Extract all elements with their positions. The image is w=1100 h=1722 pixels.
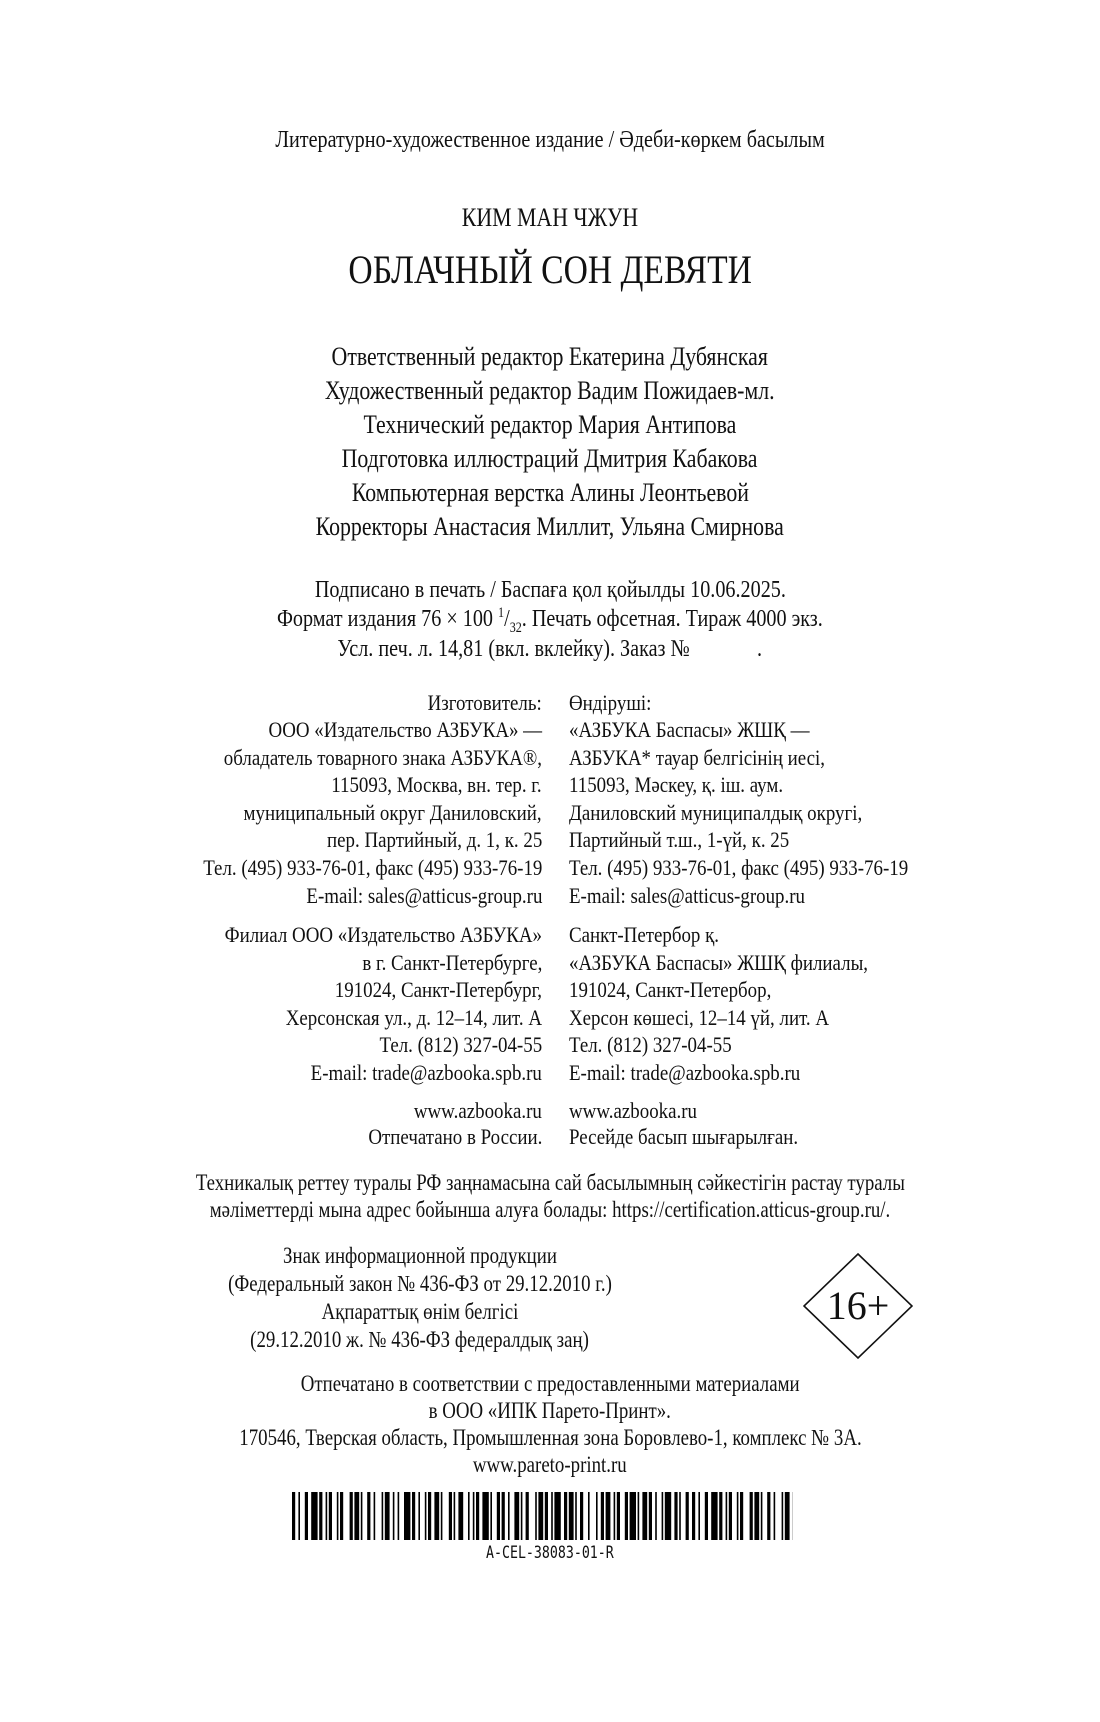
format-suffix: . Печать офсетная. Тираж 4000 экз. xyxy=(521,606,823,632)
manufacturer-row xyxy=(0,800,1100,826)
age-rating-text: 16+ xyxy=(826,1283,890,1328)
credit-editor: Ответственный редактор Екатерина Дубянская xyxy=(331,342,769,371)
printer-text-2: в ООО «ИПК Парето-Принт». xyxy=(428,1398,672,1423)
manufacturer-row xyxy=(0,827,1100,853)
branch-kz-email[interactable]: E-mail: trade@azbooka.spb.ru xyxy=(569,1060,801,1085)
manufacturer-row xyxy=(0,855,1100,881)
book-title xyxy=(0,247,1100,292)
manufacturer-row xyxy=(0,745,1100,771)
format-numerator: 1 xyxy=(498,605,505,621)
branch-row xyxy=(0,1032,1100,1058)
info-sign-text: (29.12.2010 ж. № 436-ФЗ федералдық заң) xyxy=(250,1327,590,1352)
manufacturer-kz-line: АЗБУКА* тауар белгісінің иесі, xyxy=(569,745,825,770)
barcode xyxy=(292,1492,793,1540)
manufacturer-kz-line: «АЗБУКА Баспасы» ЖШҚ — xyxy=(569,717,810,742)
manufacturer-ru-line: ООО «Издательство АЗБУКА» — xyxy=(268,717,542,742)
author-name xyxy=(0,205,1100,231)
format-line-text: Формат издания 76 × 100 $^1/_{32}$. Печать офсетная. Тираж 4000 экз. xyxy=(277,605,823,636)
edition-type-text: Литературно-художественное издание / Әдеби-көркем басылым xyxy=(275,127,825,153)
barcode-code-text: A-CEL-38083-01-R xyxy=(486,1543,614,1563)
printed-in-kz: Ресейде басып шығарылған. xyxy=(569,1124,799,1149)
web-row xyxy=(0,1098,1100,1124)
signed-to-print-text: Подписано в печать / Баспаға қол қойылды 10.06.2025. xyxy=(314,577,786,603)
barcode-code xyxy=(0,1543,1100,1563)
manufacturer-row xyxy=(0,690,1100,716)
manufacturer-kz-line: 115093, Мәскеу, қ. іш. аум. xyxy=(569,772,784,797)
author-name-text: КИМ МАН ЧЖУН xyxy=(461,203,639,232)
branch-row xyxy=(0,1005,1100,1031)
branch-kz-line: «АЗБУКА Баспасы» ЖШҚ филиалы, xyxy=(569,950,869,975)
certification-line xyxy=(0,1171,1100,1194)
credit-tech-editor: Технический редактор Мария Антипова xyxy=(363,410,737,439)
branch-ru-line: Филиал ООО «Издательство АЗБУКА» xyxy=(224,922,542,947)
certification-line xyxy=(0,1198,1100,1221)
age-rating-badge xyxy=(803,1253,913,1359)
printer-line xyxy=(0,1426,1100,1449)
credit-line xyxy=(0,344,1100,370)
printer-text-3: 170546, Тверская область, Промышленная зона Боровлево-1, комплекс № 3А. xyxy=(238,1425,862,1450)
credit-proofreaders: Корректоры Анастасия Миллит, Ульяна Смирнова xyxy=(315,512,785,541)
branch-row xyxy=(0,950,1100,976)
manufacturer-ru-line: муниципальный округ Даниловский, xyxy=(243,800,542,825)
branch-kz-phone: Тел. (812) 327-04-55 xyxy=(569,1032,732,1057)
branch-ru-phone: Тел. (812) 327-04-55 xyxy=(379,1032,542,1057)
printer-text-1: Отпечатано в соответствии с предоставленными материалами xyxy=(300,1371,800,1396)
credit-illustrations: Подготовка иллюстраций Дмитрия Кабакова xyxy=(342,444,758,473)
branch-kz-line: Санкт-Петербор қ. xyxy=(569,922,720,947)
info-sign-text: Знак информационной продукции xyxy=(283,1243,557,1268)
printer-line xyxy=(0,1453,1100,1476)
credit-line xyxy=(0,446,1100,472)
web-row xyxy=(0,1124,1100,1150)
sheets-text: Усл. печ. л. 14,81 (вкл. вклейку). Заказ № xyxy=(337,636,691,662)
manufacturer-ru-line: пер. Партийный, д. 1, к. 25 xyxy=(326,827,542,852)
format-prefix: Формат издания 76 × 100 xyxy=(277,606,499,632)
branch-ru-line: в г. Санкт-Петербурге, xyxy=(361,950,542,975)
branch-row xyxy=(0,1060,1100,1086)
credit-layout: Компьютерная верстка Алины Леонтьевой xyxy=(351,478,749,507)
info-sign-text: Ақпараттық өнім белгісі xyxy=(321,1299,519,1324)
branch-row xyxy=(0,977,1100,1003)
manufacturer-kz-line: Даниловский муниципалдық округі, xyxy=(569,800,863,825)
manufacturer-row xyxy=(0,772,1100,798)
sheets-order-line xyxy=(0,637,1100,661)
website-link-ru[interactable]: www.azbooka.ru xyxy=(413,1098,542,1123)
edition-type xyxy=(0,128,1100,152)
format-denominator: 32 xyxy=(509,619,522,636)
signed-to-print xyxy=(0,578,1100,602)
certification-text-2: мәліметтерді мына адрес бойынша алуға болады: https://certification.atticus-group.ru/. xyxy=(209,1197,891,1222)
branch-ru-email[interactable]: E-mail: trade@azbooka.spb.ru xyxy=(310,1060,542,1085)
manufacturer-ru-label: Изготовитель: xyxy=(427,690,542,715)
branch-ru-line: Херсонская ул., д. 12–14, лит. А xyxy=(285,1005,542,1030)
manufacturer-kz-line: Партийный т.ш., 1-үй, к. 25 xyxy=(569,827,790,852)
credit-line xyxy=(0,412,1100,438)
printed-in-ru: Отпечатано в России. xyxy=(367,1124,542,1149)
branch-ru-line: 191024, Санкт-Петербург, xyxy=(334,977,542,1002)
manufacturer-row xyxy=(0,883,1100,909)
sheets-order-text xyxy=(338,637,763,661)
manufacturer-kz-email[interactable]: E-mail: sales@atticus-group.ru xyxy=(569,883,806,908)
printer-line xyxy=(0,1399,1100,1422)
manufacturer-ru-line: 115093, Москва, вн. тер. г. xyxy=(331,772,542,797)
branch-kz-line: Херсон көшесі, 12–14 үй, лит. А xyxy=(569,1005,830,1030)
book-title-text: ОБЛАЧНЫЙ СОН ДЕВЯТИ xyxy=(348,247,752,292)
manufacturer-ru-line: обладатель товарного знака АЗБУКА®, xyxy=(223,745,542,770)
barcode-icon xyxy=(292,1492,793,1540)
branch-kz-line: 191024, Санкт-Петербор, xyxy=(569,977,772,1002)
branch-row xyxy=(0,922,1100,948)
manufacturer-kz-label: Өндіруші: xyxy=(569,690,652,715)
printer-line xyxy=(0,1372,1100,1395)
manufacturer-ru-phone: Тел. (495) 933-76-01, факс (495) 933-76-19 xyxy=(202,855,542,880)
credit-art-editor: Художественный редактор Вадим Пожидаев-мл. xyxy=(325,376,775,405)
format-line xyxy=(0,605,1100,636)
manufacturer-row xyxy=(0,717,1100,743)
credit-line xyxy=(0,378,1100,404)
credit-line xyxy=(0,514,1100,540)
printer-website-link[interactable]: www.pareto-print.ru xyxy=(473,1452,627,1477)
manufacturer-kz-phone: Тел. (495) 933-76-01, факс (495) 933-76-19 xyxy=(569,855,909,880)
credit-line xyxy=(0,480,1100,506)
manufacturer-ru-email[interactable]: E-mail: sales@atticus-group.ru xyxy=(305,883,542,908)
order-tail: . xyxy=(757,636,763,662)
certification-text-1: Техникалық реттеу туралы РФ заңнамасына сай басылымның сәйкестігін растау туралы xyxy=(195,1170,905,1195)
website-link-kz[interactable]: www.azbooka.ru xyxy=(569,1098,698,1123)
info-sign-text: (Федеральный закон № 436-ФЗ от 29.12.2010 г.) xyxy=(228,1271,612,1296)
